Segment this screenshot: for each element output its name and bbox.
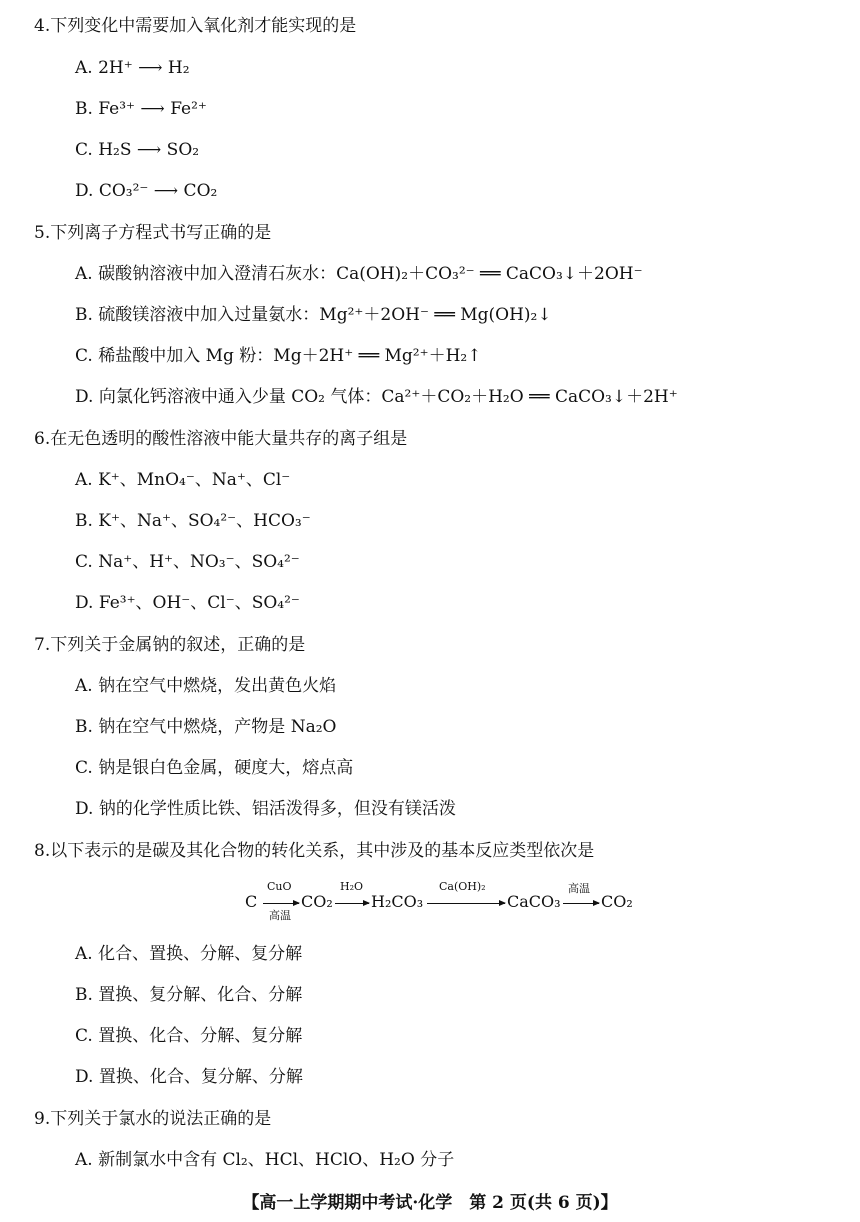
reaction-arrow-4 <box>563 903 599 904</box>
question-8-stem: 8.以下表示的是碳及其化合物的转化关系，其中涉及的基本反应类型依次是 <box>34 841 595 861</box>
species-co2-final: CO₂ <box>601 892 633 911</box>
question-6-stem: 6.在无色透明的酸性溶液中能大量共存的离子组是 <box>34 429 408 449</box>
species-h2co3: H₂CO₃ <box>371 892 424 911</box>
question-6-option-c: C. Na⁺、H⁺、NO₃⁻、SO₄²⁻ <box>75 552 300 572</box>
question-4-option-d: D. CO₃²⁻ ⟶ CO₂ <box>75 181 218 201</box>
arrow-1-label-below: 高温 <box>269 909 291 922</box>
question-8-option-b: B. 置换、复分解、化合、分解 <box>75 985 303 1005</box>
question-6-option-d: D. Fe³⁺、OH⁻、Cl⁻、SO₄²⁻ <box>75 593 300 613</box>
question-7-option-b: B. 钠在空气中燃烧，产物是 Na₂O <box>75 717 337 737</box>
question-5-stem: 5.下列离子方程式书写正确的是 <box>34 223 272 243</box>
reaction-chain <box>245 880 645 924</box>
question-8-option-d: D. 置换、化合、复分解、分解 <box>75 1067 303 1087</box>
reaction-arrow-3 <box>427 903 505 904</box>
question-5-option-b: B. 硫酸镁溶液中加入过量氨水：Mg²⁺＋2OH⁻ ══ Mg(OH)₂↓ <box>75 305 552 325</box>
arrow-2-label-above: H₂O <box>340 880 364 893</box>
question-5-option-a: A. 碳酸钠溶液中加入澄清石灰水：Ca(OH)₂＋CO₃²⁻ ══ CaCO₃↓＋2OH⁻ <box>75 264 643 284</box>
question-7-option-a: A. 钠在空气中燃烧，发出黄色火焰 <box>75 676 337 696</box>
arrow-4-label-above: 高温 <box>568 882 590 895</box>
question-7-option-c: C. 钠是银白色金属，硬度大，熔点高 <box>75 758 354 778</box>
question-9-stem: 9.下列关于氯水的说法正确的是 <box>34 1109 272 1129</box>
question-9-option-a: A. 新制氯水中含有 Cl₂、HCl、HClO、H₂O 分子 <box>75 1150 455 1170</box>
question-7-stem: 7.下列关于金属钠的叙述，正确的是 <box>34 635 306 655</box>
species-c: C <box>245 892 258 911</box>
arrow-1-label-above: CuO <box>267 880 292 893</box>
question-8-option-c: C. 置换、化合、分解、复分解 <box>75 1026 303 1046</box>
arrow-3-label-above: Ca(OH)₂ <box>439 880 486 893</box>
reaction-arrow-2 <box>335 903 369 904</box>
question-8-option-a: A. 化合、置换、分解、复分解 <box>75 944 303 964</box>
question-6-option-a: A. K⁺、MnO₄⁻、Na⁺、Cl⁻ <box>75 470 291 490</box>
species-co2: CO₂ <box>301 892 333 911</box>
page-footer: 【高一上学期期中考试·化学 第 2 页(共 6 页)】 <box>242 1193 618 1213</box>
question-4-stem: 4.下列变化中需要加入氧化剂才能实现的是 <box>34 16 357 36</box>
question-4-option-a: A. 2H⁺ ⟶ H₂ <box>75 58 190 78</box>
question-4-option-c: C. H₂S ⟶ SO₂ <box>75 140 200 160</box>
species-caco3: CaCO₃ <box>507 892 561 911</box>
question-7-option-d: D. 钠的化学性质比铁、铝活泼得多，但没有镁活泼 <box>75 799 456 819</box>
reaction-arrow-1 <box>263 903 299 904</box>
question-5-option-d: D. 向氯化钙溶液中通入少量 CO₂ 气体：Ca²⁺＋CO₂＋H₂O ══ CaCO₃↓＋2H⁺ <box>75 387 678 407</box>
question-5-option-c: C. 稀盐酸中加入 Mg 粉：Mg＋2H⁺ ══ Mg²⁺＋H₂↑ <box>75 346 482 366</box>
question-6-option-b: B. K⁺、Na⁺、SO₄²⁻、HCO₃⁻ <box>75 511 311 531</box>
question-4-option-b: B. Fe³⁺ ⟶ Fe²⁺ <box>75 99 207 119</box>
